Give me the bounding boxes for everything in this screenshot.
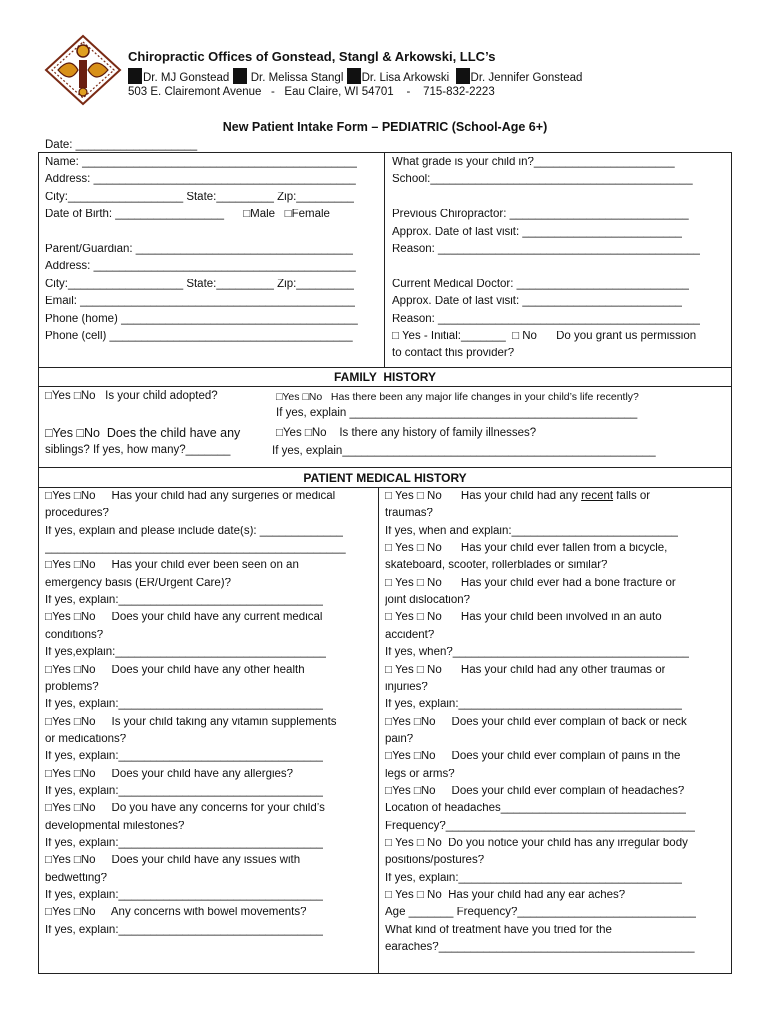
life-changes-question[interactable]: □Yes □No Has there been any major life changes in your child’s life recently? [276,391,639,403]
ml-line[interactable]: If yes, explain:________________________________ [45,838,324,849]
ml-line[interactable]: procedures? [45,508,109,520]
mr-line[interactable]: pain? [385,733,414,745]
pl-line[interactable]: Name: ___________________________________________ [45,157,358,168]
life-changes-explain[interactable]: If yes, explain _____________________________________________ [276,407,638,419]
section-divider [38,487,732,488]
pl-line[interactable]: Email: ___________________________________________ [45,296,356,308]
pl-line[interactable]: Phone (cell) ______________________________________ [45,331,353,342]
doctor-name: Dr. Melissa Stangl [250,72,344,84]
mr-line[interactable]: accident? [385,629,435,641]
mr-line[interactable]: □ Yes □ No Has your child had any other traumas or [385,664,666,676]
ml-line[interactable]: bedwetting? [45,872,108,884]
doctor-checkbox[interactable] [233,68,247,84]
mr-line[interactable]: legs or arms? [385,768,455,780]
section-divider [38,467,732,468]
mr-line[interactable]: □ Yes □ No Has your child ever fallen from a bicycle, [385,543,668,555]
mr-line[interactable]: earaches?________________________________________ [385,942,695,954]
doctor-name: Dr. Lisa Arkowski [361,72,450,84]
ml-line[interactable]: □Yes □No Has your child ever been seen on an [45,560,299,572]
mr-line[interactable]: Frequency?_______________________________________ [385,820,696,832]
mr-line[interactable]: □Yes □No Does your child ever complain of back or neck [385,716,687,728]
ml-line[interactable]: □Yes □No Any concerns with bowel movements? [45,907,307,919]
mr-line[interactable]: What kind of treatment have you tried for the [385,924,612,936]
mr-line[interactable]: If yes, explain:___________________________________ [385,872,683,884]
mr-line[interactable]: □ Yes □ No Has your child been involved in an auto [385,612,662,624]
pr-line[interactable]: Approx. Date of last visit: _________________________ [392,296,683,308]
form-title: New Patient Intake Form – PEDIATRIC (School-Age 6+) [222,120,548,134]
mr-line[interactable]: □Yes □No Does your child ever complain of headaches? [385,785,685,797]
ml-line[interactable]: □Yes □No Does your child have any allergies? [45,768,294,780]
mr-line[interactable]: □ Yes □ No Has your child ever had a bone fracture or [385,577,676,589]
mr-line[interactable]: □Yes □No Does your child ever complain of pains in the [385,751,681,763]
ml-line[interactable]: □Yes □No Do you have any concerns for your child’s [45,803,325,815]
pr-line[interactable]: Approx. Date of last visit: _________________________ [392,226,683,238]
ml-line[interactable]: □Yes □No Has your child had any surgeries or medical [45,491,336,502]
section-divider [38,386,732,387]
pl-line[interactable]: Address: _________________________________________ [45,261,356,273]
ml-line[interactable]: If yes, explain:________________________________ [45,924,324,936]
mr-line[interactable]: positions/postures? [385,855,485,867]
mr-line[interactable]: Age _______ Frequency?____________________________ [385,907,697,919]
column-divider [384,152,385,367]
ml-line[interactable]: emergency basis (ER/Urgent Care)? [45,577,231,589]
ml-line[interactable]: If yes, explain:________________________________ [45,699,324,711]
ml-line[interactable]: If yes, explain:________________________________ [45,785,324,797]
mr-line[interactable]: □ Yes □ No Do you notice your child has any irregular body [385,838,688,849]
pr-line[interactable]: Reason: _________________________________________ [392,244,701,255]
ml-line[interactable]: □Yes □No Does your child have any issues with [45,855,301,867]
ml-line[interactable]: problems? [45,681,99,693]
pl-line[interactable]: Date of Birth: _________________ □Male □Female [45,209,330,221]
pr-line[interactable]: Previous Chiropractor: ____________________________ [392,209,689,221]
column-divider [378,487,379,974]
practice-name: Chiropractic Offices of Gonstead, Stangl & Arkowski, LLC’s [128,49,496,64]
date-field[interactable]: Date: ___________________ [45,139,198,151]
pr-line[interactable]: School:_________________________________________ [392,174,693,186]
medical-history-title: PATIENT MEDICAL HISTORY [303,471,467,485]
doctor-checkbox[interactable] [128,68,142,84]
ml-line[interactable]: If yes, explain:________________________________ [45,595,324,607]
pr-line[interactable]: to contact this provider? [392,348,515,360]
ml-line[interactable]: developmental milestones? [45,820,185,832]
pr-line[interactable]: Current Medical Doctor: ___________________________ [392,278,690,290]
mr-line[interactable]: If yes, when and explain:__________________________ [385,525,678,537]
pl-line[interactable]: Phone (home) _____________________________________ [45,313,358,325]
mr-line[interactable]: If yes, explain:___________________________________ [385,699,683,711]
illness-explain[interactable]: If yes, explain_________________________________________________ [272,445,656,457]
ml-line[interactable]: If yes, explain:________________________________ [45,751,324,763]
ml-line[interactable]: □Yes □No Is your child taking any vitamin supplements [45,716,337,728]
siblings-count[interactable]: siblings? If yes, how many?_______ [45,444,231,456]
family-history-title: FAMILY HISTORY [333,370,437,384]
ml-line[interactable]: If yes, explain:________________________________ [45,890,324,902]
mr-line[interactable]: skateboard, scooter, rollerblades or similar? [385,560,608,572]
pr-line[interactable]: What grade is your child in?______________________ [392,157,675,168]
pl-line[interactable]: Address: _________________________________________ [45,174,356,186]
pr-line[interactable]: □ Yes - Initial:_______ □ No Do you grant us permission [392,331,697,342]
siblings-question[interactable]: □Yes □No Does the child have any [45,426,241,440]
pl-line[interactable]: Parent/Guardian: __________________________________ [45,244,354,255]
ml-line[interactable]: □Yes □No Does your child have any current medical [45,612,323,624]
mr-line[interactable]: □ Yes □ No Has your child had any recent falls or [385,491,651,502]
mr-line[interactable]: □ Yes □ No Has your child had any ear aches? [385,890,626,902]
ml-line[interactable]: □Yes □No Does your child have any other health [45,664,305,676]
pr-line[interactable]: Reason: _________________________________________ [392,313,701,325]
ml-line[interactable]: If yes,explain:_________________________________ [45,647,327,659]
doctor-checkbox[interactable] [347,68,361,84]
ml-line[interactable]: or medications? [45,733,127,745]
pl-line[interactable]: City:__________________ State:_________ Zip:_________ [45,191,354,203]
practice-logo [44,34,122,106]
illness-question[interactable]: □Yes □No Is there any history of family illnesses? [276,427,537,439]
doctor-checkbox[interactable] [456,68,470,84]
mr-line[interactable]: If yes, when?_____________________________________ [385,647,690,659]
mr-line[interactable]: joint dislocation? [385,595,471,607]
doctor-name: Dr. MJ Gonstead [143,72,230,84]
mr-line[interactable]: traumas? [385,508,433,520]
pl-line[interactable]: City:__________________ State:_________ Zip:_________ [45,278,354,290]
ml-line[interactable]: _______________________________________________ [45,543,346,555]
mr-line[interactable]: injuries? [385,681,428,693]
doctor-name: Dr. Jennifer Gonstead [470,72,583,84]
ml-line[interactable]: conditions? [45,629,104,641]
adopted-question[interactable]: □Yes □No Is your child adopted? [45,390,218,402]
mr-line[interactable]: Location of headaches_____________________________ [385,803,687,815]
ml-line[interactable]: If yes, explain and please include date(s): _____________ [45,525,343,537]
section-divider [38,367,732,368]
doctor-list [128,68,582,85]
practice-address: 503 E. Clairemont Avenue - Eau Claire, WI 54701 - 715-832-2223 [128,86,495,98]
